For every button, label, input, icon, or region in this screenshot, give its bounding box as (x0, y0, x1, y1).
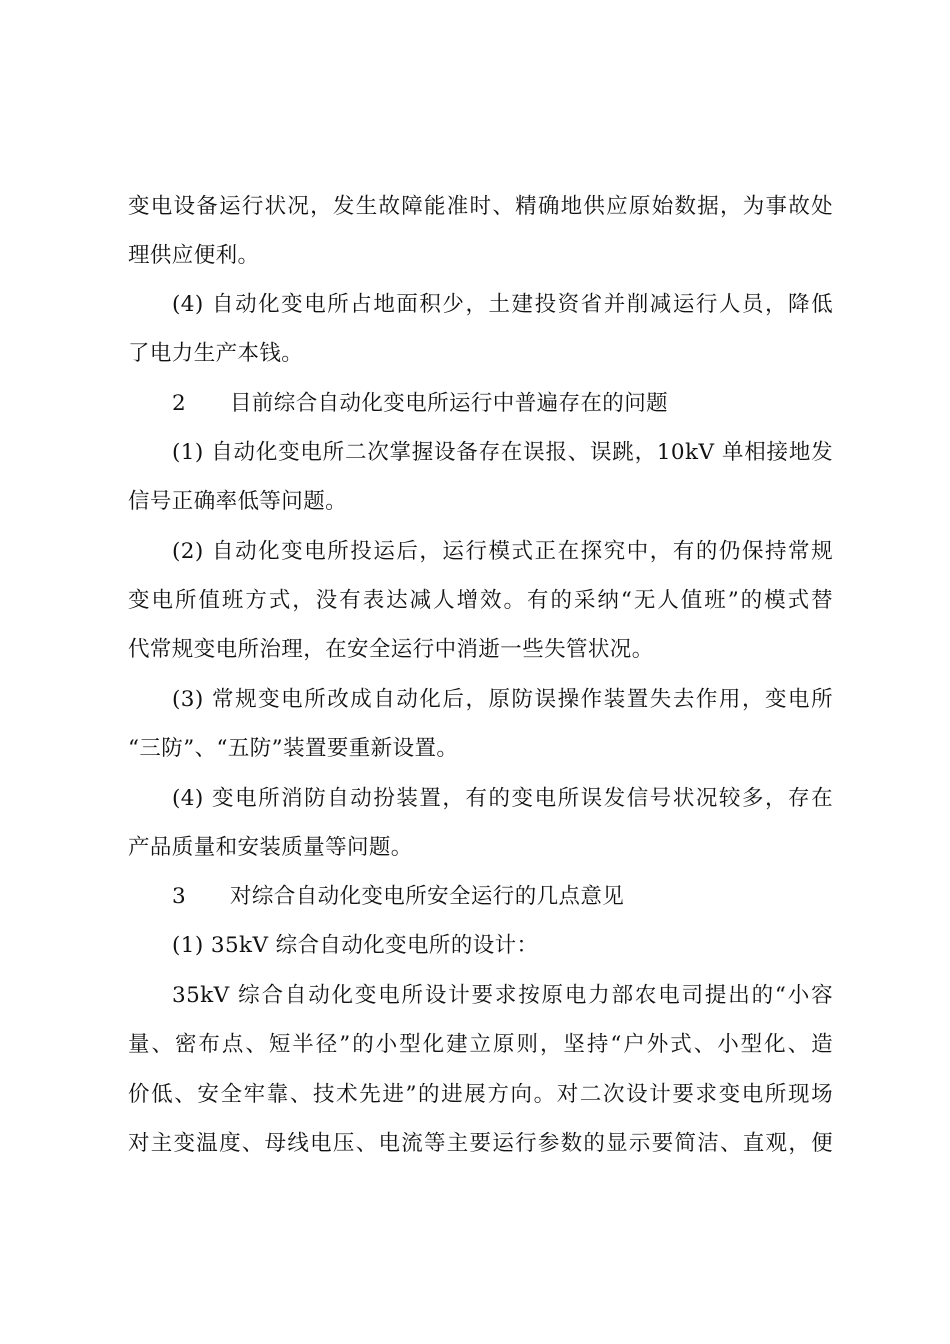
section-heading (172, 882, 833, 912)
paragraph-line: 理供应便利。 (128, 243, 260, 268)
paragraph-line: 代常规变电所治理，在安全运行中消逝一些失管状况。 (128, 637, 654, 662)
paragraph-line: (3) 常规变电所改成自动化后，原防误操作装置失去作用，变电所 (172, 687, 833, 712)
section-number: 2 (172, 391, 187, 416)
paragraph-line: 信号正确率低等问题。 (128, 489, 348, 514)
section-title: 目前综合自动化变电所运行中普遍存在的问题 (230, 391, 669, 416)
paragraph-line: 价低、安全牢靠、技术先进”的进展方向。对二次设计要求变电所现场 (128, 1082, 833, 1107)
paragraph-line: (1) 自动化变电所二次掌握设备存在误报、误跳，10kV 单相接地发 (172, 440, 833, 465)
section-heading (172, 389, 833, 419)
paragraph-line: 35kV 综合自动化变电所设计要求按原电力部农电司提出的“小容 (172, 983, 833, 1008)
paragraph-line: (1) 35kV 综合自动化变电所的设计： (172, 933, 539, 958)
paragraph-line: 变电所值班方式，没有表达减人增效。有的采纳“无人值班”的模式替 (128, 588, 833, 613)
paragraph-line: “三防”、“五防”装置要重新设置。 (128, 736, 459, 761)
paragraph-line: 量、密布点、短半径”的小型化建立原则，坚持“户外式、小型化、造 (128, 1032, 833, 1057)
paragraph-line: (4) 自动化变电所占地面积少，土建投资省并削减运行人员，降低 (172, 292, 833, 317)
paragraph-line: 变电设备运行状况，发生故障能准时、精确地供应原始数据，为事故处 (128, 194, 833, 219)
paragraph-line: 产品质量和安装质量等问题。 (128, 835, 413, 860)
paragraph-line: (4) 变电所消防自动扮装置，有的变电所误发信号状况较多，存在 (172, 786, 833, 811)
section-number: 3 (172, 884, 187, 909)
paragraph-line: 对主变温度、母线电压、电流等主要运行参数的显示要简洁、直观，便 (128, 1131, 833, 1156)
paragraph-line: (2) 自动化变电所投运后，运行模式正在探究中，有的仍保持常规 (172, 539, 833, 564)
section-title: 对综合自动化变电所安全运行的几点意见 (230, 884, 625, 909)
paragraph-line: 了电力生产本钱。 (128, 341, 304, 366)
